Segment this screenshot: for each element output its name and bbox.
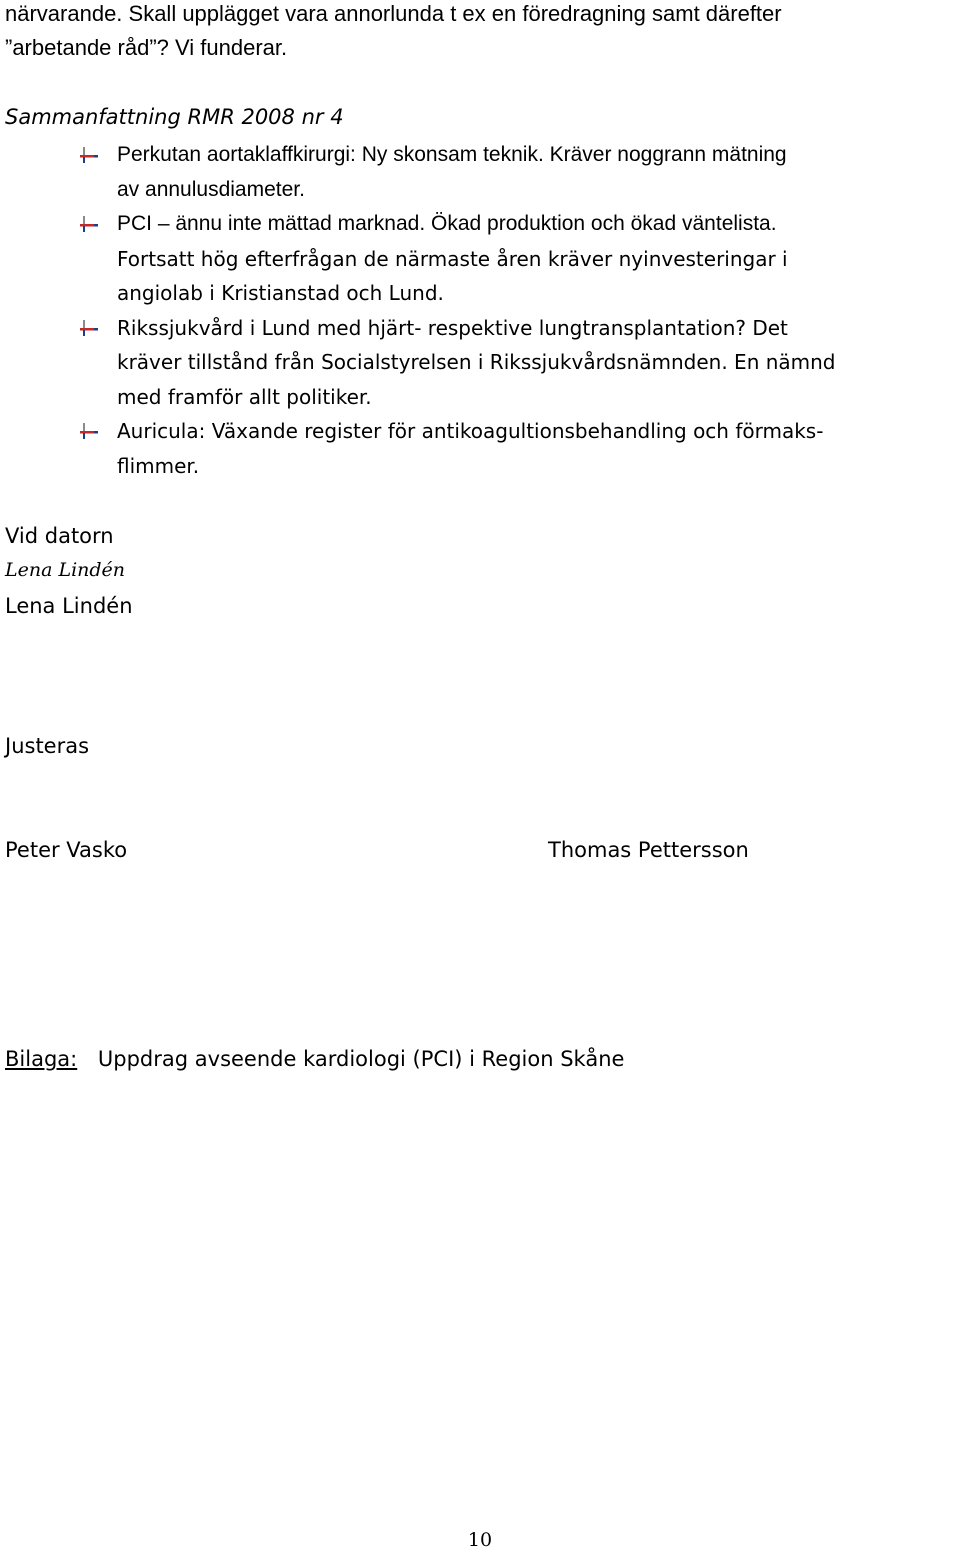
verification-signer-2: Thomas Pettersson [548,838,749,862]
list-item-line: av annulusdiameter. [117,177,305,201]
pushpin-bullet-icon [80,320,98,336]
list-item-line: angiolab i Kristianstad och Lund. [117,281,444,305]
list-item-line: med framför allt politiker. [117,384,372,409]
verification-label: Justeras [5,734,90,758]
minutes-label: Vid datorn [5,524,114,548]
list-item-line: Fortsatt hög efterfrågan de närmaste åren kräver nyinvesteringar i [117,246,788,271]
list-item-line: kräver tillstånd från Socialstyrelsen i Rikssjukvårdsnämnden. En nämnd [117,350,836,374]
pushpin-bullet-icon [80,147,98,163]
page-number: 10 [467,1529,493,1551]
list-item-line: Auricula: Växande register för antikoagultionsbehandling och förmaks- [117,419,824,443]
attachment-text: Uppdrag avseende kardiologi (PCI) i Region Skåne [97,1047,625,1071]
pushpin-bullet-icon [80,216,98,232]
summary-heading: Sammanfattning RMR 2008 nr 4 [5,105,344,129]
handwritten-signature: Lena Lindén [5,559,126,581]
list-item [80,207,955,311]
verification-signer-1: Peter Vasko [5,838,128,862]
attachment-label: Bilaga: [5,1047,78,1071]
attachment-row [5,1042,624,1076]
list-item [80,414,955,483]
list-item [80,138,955,207]
list-item-line: PCI – ännu inte mättad marknad. Ökad produktion och ökad väntelista. [117,212,777,235]
summary-list [80,138,955,483]
pushpin-bullet-icon [80,423,98,439]
list-item [80,311,955,415]
intro-line-1: närvarande. Skall upplägget vara annorlunda t ex en föredragning samt därefter [5,1,782,26]
list-item-line: flimmer. [117,453,200,478]
list-item-line: Rikssjukvård i Lund med hjärt- respektive lungtransplantation? Det [117,315,788,340]
minutes-name: Lena Lindén [5,594,133,618]
intro-line-2: ”arbetande råd”? Vi funderar. [5,35,288,60]
list-item-line: Perkutan aortaklaffkirurgi: Ny skonsam teknik. Kräver noggrann mätning [117,143,787,166]
